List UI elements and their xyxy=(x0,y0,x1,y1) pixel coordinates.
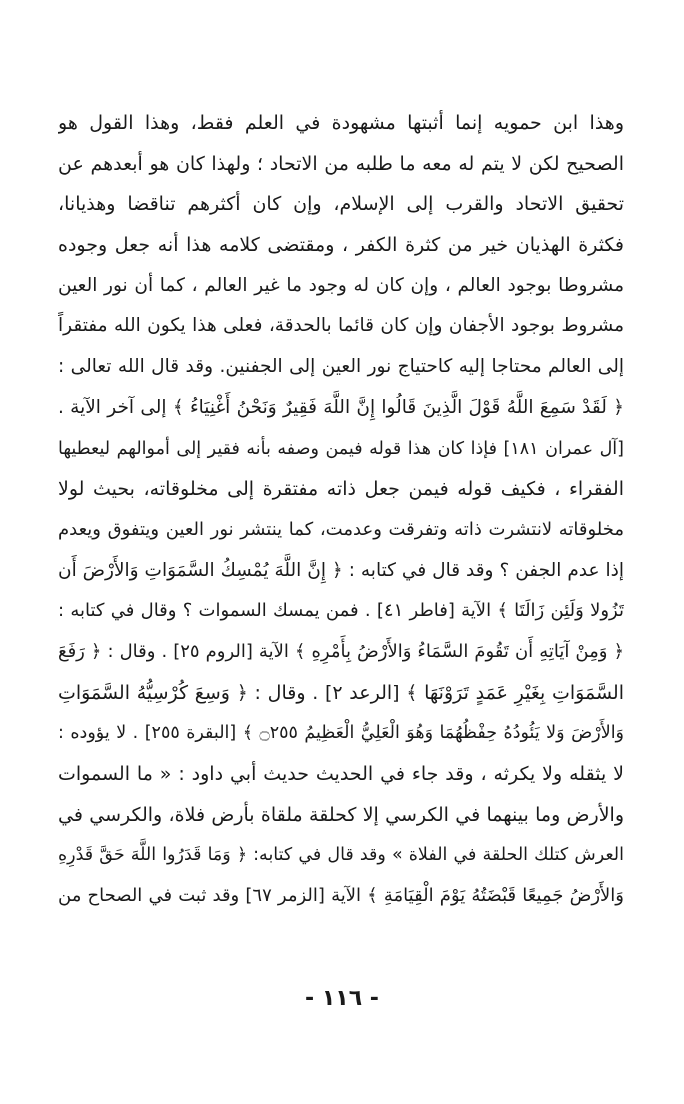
text-line: مشروط بوجود الأجفان وإن كان قائما بالحدقة، فعلى هذا يكون الله مفتقراً xyxy=(58,315,624,337)
text-line: لا يثقله ولا يكرثه ، وقد جاء في الحديث حديث أبي داود : « ما السموات xyxy=(58,763,624,785)
text-line: وَالأَرْضُ جَمِيعًا قَبْضَتُهُ يَوْمَ الْقِيَامَةِ ﴾ الآية [الزمر ٦٧] وقد ثبت في الصحاح من xyxy=(58,885,624,907)
text-line: تحقيق الاتحاد والقرب إلى الإسلام، وإن كان أكثرهم تناقضا وهذيانا، xyxy=(58,193,624,216)
text-line: والأرض وما بينهما في الكرسي إلا كحلقة ملقاة بأرض فلاة، والكرسي في xyxy=(58,803,624,826)
text-line: مشروطا بوجود العالم ، وإن كان له وجود ما غير العالم ، كما أن نور العين xyxy=(58,274,624,296)
text-line: ﴿ وَمِنْ آيَاتِهِ أَن تَقُومَ السَّمَاءُ وَالأَرْضُ بِأَمْرِهِ ﴾ الآية [الروم ٢٥] . وقال : ﴿ رَفَعَ xyxy=(58,640,624,662)
text-line: وَالأَرْضَ وَلا يَئُودُهُ حِفْظُهُمَا وَهُوَ الْعَلِيُّ الْعَظِيمُ ۝٢٥٥ ﴾ [البقرة ٢٥٥] . لا يؤوده : xyxy=(58,723,624,744)
body-text xyxy=(58,103,624,917)
text-line: فكثرة الهذيان خير من كثرة الكفر ، ومقتضى كلامه هذا أنه جعل وجوده xyxy=(58,234,624,257)
text-line: [آل عمران ١٨١] فإذا كان هذا قوله فيمن وصفه بأنه فقير إلى أموالهم ليعطيها xyxy=(58,438,624,459)
page-number: - ١١٦ - xyxy=(305,986,379,1011)
text-line: الصحيح لكن لا يتم له معه ما طلبه من الاتحاد ؛ ولهذا كان هو أبعدهم عن xyxy=(58,152,624,175)
text-line: مخلوقاته لانتشرت ذاته وتفرقت وعدمت، كما ينتشر نور العين ويتفوق ويعدم xyxy=(58,518,624,540)
text-line: العرش كتلك الحلقة في الفلاة » وقد قال في كتابه: ﴿ وَمَا قَدَرُوا اللَّهَ حَقَّ قَدْرِهِ xyxy=(58,845,624,866)
text-line: وهذا ابن حمويه إنما أثبتها مشهودة في العلم فقط، وهذا القول هو xyxy=(58,112,624,134)
text-line: السَّمَوَاتِ بِغَيْرِ عَمَدٍ تَرَوْنَهَا ﴾ [الرعد ٢] . وقال : ﴿ وَسِعَ كُرْسِيُّهُ السَّمَوَاتِ xyxy=(58,681,624,704)
text-line: إذا عدم الجفن ؟ وقد قال في كتابه : ﴿ إِنَّ اللَّهَ يُمْسِكُ السَّمَوَاتِ وَالأَرْضَ أَن xyxy=(58,559,624,581)
text-line: تَزُولا وَلَئِن زَالَتَا ﴾ الآية [فاطر ٤١] . فمن يمسك السموات ؟ وقال في كتابه : xyxy=(58,600,624,622)
text-line: الفقراء ، فكيف قوله فيمن جعل ذاته مفتقرة إلى مخلوقاته، بحيث لولا xyxy=(58,478,624,501)
text-line: إلى العالم محتاجا إليه كاحتياج نور العين إلى الجفنين. وقد قال الله تعالى : xyxy=(58,356,624,378)
quran-verse-line: ﴿ لَقَدْ سَمِعَ اللَّهُ قَوْلَ الَّذِينَ قَالُوا إِنَّ اللَّهَ فَقِيرٌ وَنَحْنُ أَغْنِيَاءُ ﴾ إلى آخر الآية . xyxy=(58,396,624,418)
